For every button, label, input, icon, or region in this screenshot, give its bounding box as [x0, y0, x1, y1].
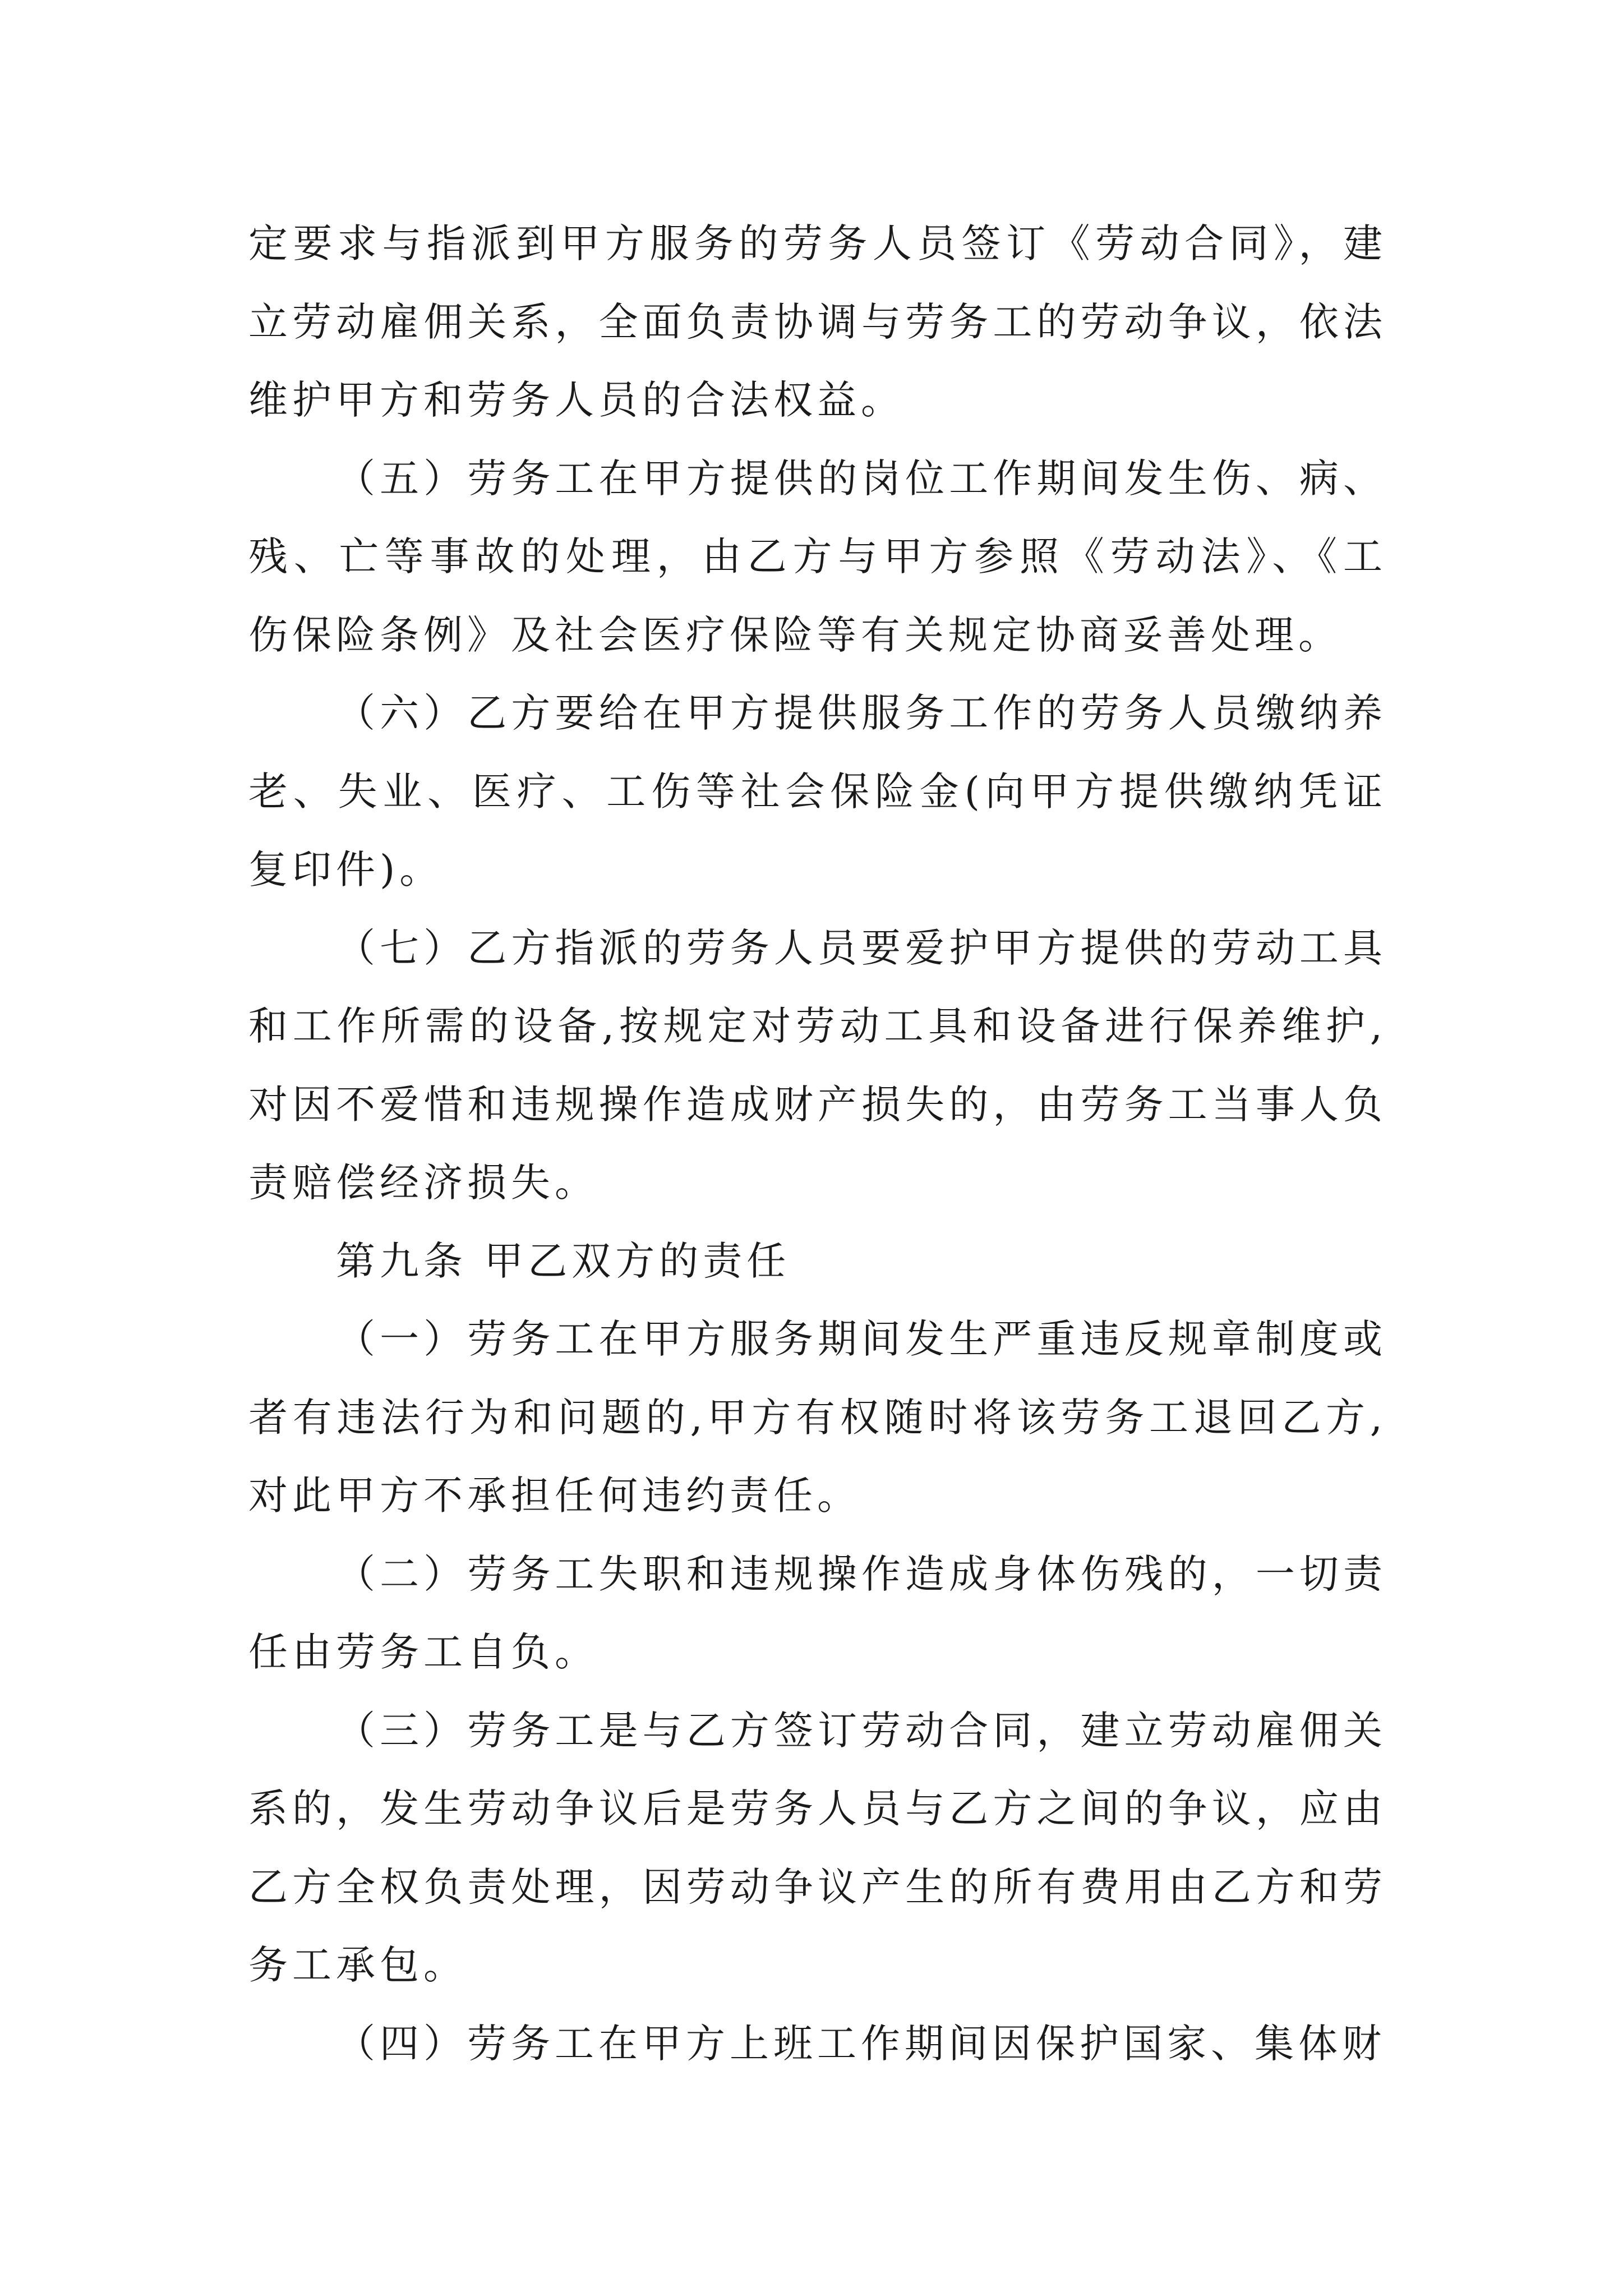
- paragraph-article-9-clause-1: （一）劳务工在甲方服务期间发生严重违反规章制度或者有违法行为和问题的,甲方有权随时将该劳务工退回乙方,对此甲方不承担任何违约责任。: [248, 1316, 1387, 1519]
- paragraph-clause-7: （七）乙方指派的劳务人员要爱护甲方提供的劳动工具和工作所需的设备,按规定对劳动工具和设备进行保养维护,对因不爱惜和违规操作造成财产损失的，由劳务工当事人负责赔偿经济损失。: [248, 924, 1387, 1205]
- paragraph-continuation: 定要求与指派到甲方服务的劳务人员签订《劳动合同》，建立劳动雇佣关系，全面负责协调与劳务工的劳动争议，依法维护甲方和劳务人员的合法权益。: [248, 220, 1387, 423]
- paragraph-article-9-clause-2: （二）劳务工失职和违规操作造成身体伤残的，一切责任由劳务工自负。: [248, 1550, 1387, 1675]
- article-9-heading: 第九条 甲乙双方的责任: [336, 1237, 791, 1284]
- paragraph-article-9-clause-4: （四）劳务工在甲方上班工作期间因保护国家、集体财: [336, 2020, 1386, 2067]
- paragraph-clause-5: （五）劳务工在甲方提供的岗位工作期间发生伤、病、残、亡等事故的处理，由乙方与甲方参照《劳动法》、《工伤保险条例》及社会医疗保险等有关规定协商妥善处理。: [248, 455, 1387, 658]
- paragraph-article-9-clause-3: （三）劳务工是与乙方签订劳动合同，建立劳动雇佣关系的，发生劳动争议后是劳务人员与乙方之间的争议，应由乙方全权负责处理，因劳动争议产生的所有费用由乙方和劳务工承包。: [248, 1707, 1387, 1988]
- document-body: [248, 205, 1387, 2083]
- paragraph-clause-6: （六）乙方要给在甲方提供服务工作的劳务人员缴纳养老、失业、医疗、工伤等社会保险金(向甲方提供缴纳凭证复印件)。: [248, 690, 1387, 892]
